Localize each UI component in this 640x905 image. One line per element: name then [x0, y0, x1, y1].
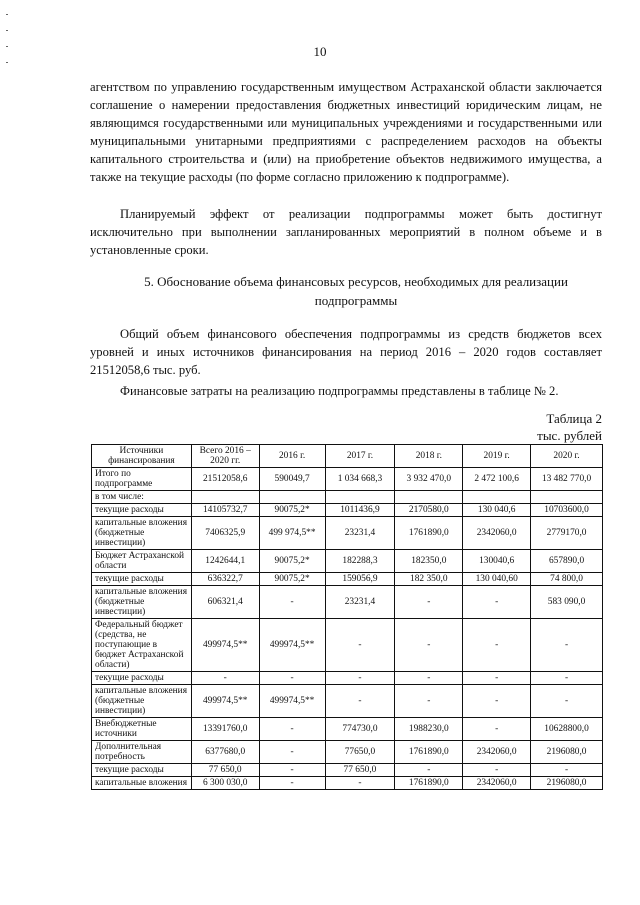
value-cell: 657890,0	[531, 550, 603, 573]
value-cell: 1761890,0	[395, 517, 463, 550]
value-cell: 499 974,5**	[259, 517, 325, 550]
value-cell: 182288,3	[325, 550, 395, 573]
value-cell	[259, 491, 325, 504]
value-cell: 2342060,0	[463, 777, 531, 790]
value-cell	[463, 491, 531, 504]
value-cell: 90075,2*	[259, 550, 325, 573]
row-label-cell: в том числе:	[92, 491, 192, 504]
table-row	[92, 468, 603, 491]
value-cell: 1761890,0	[395, 777, 463, 790]
row-label-cell: текущие расходы	[92, 672, 192, 685]
paragraph-text: агентством по управлению государственным имуществом Астраханской области заключается соглашение о намерении предоставления бюджетных инвестиций юридическим лицам, не являющимся государственными или муниципальных учреждениями и государственными или муниципальными унитарными предприятиями с распределением расходов на объекты капитального строительства и (или) на приобретение объектов недвижимого имущества, а также на текущие расходы (по форме согласно приложению к подпрограмме).	[90, 80, 602, 184]
paragraph-text: Финансовые затраты на реализацию подпрограммы представлены в таблице № 2.	[120, 384, 559, 398]
header-cell: 2016 г.	[259, 445, 325, 468]
value-cell: 1988230,0	[395, 718, 463, 741]
value-cell: 774730,0	[325, 718, 395, 741]
value-cell: 159056,9	[325, 573, 395, 586]
value-cell: 499974,5**	[259, 685, 325, 718]
value-cell: -	[463, 685, 531, 718]
value-cell: -	[395, 685, 463, 718]
margin-mark	[6, 46, 8, 47]
row-label-cell: Внебюджетные источники	[92, 718, 192, 741]
value-cell: -	[191, 672, 259, 685]
value-cell: -	[531, 764, 603, 777]
row-label-cell: капитальные вложения (бюджетные инвестиции)	[92, 586, 192, 619]
paragraph-agreement	[90, 78, 602, 186]
value-cell: 90075,2*	[259, 573, 325, 586]
value-cell: -	[259, 741, 325, 764]
value-cell: 77 650,0	[191, 764, 259, 777]
value-cell: 23231,4	[325, 517, 395, 550]
value-cell: 10703600,0	[531, 504, 603, 517]
value-cell: -	[325, 672, 395, 685]
paragraph-text: Общий объем финансового обеспечения подпрограммы из средств бюджетов всех уровней и иных источников финансирования на период 2016 – 2020 годов составляет 21512058,6 тыс. руб.	[90, 327, 602, 377]
value-cell: 13391760,0	[191, 718, 259, 741]
value-cell: 74 800,0	[531, 573, 603, 586]
row-label-cell: капитальные вложения (бюджетные инвестиции)	[92, 685, 192, 718]
value-cell: -	[259, 764, 325, 777]
table-row	[92, 764, 603, 777]
table-row	[92, 741, 603, 764]
table-row	[92, 672, 603, 685]
value-cell: -	[395, 619, 463, 672]
value-cell: -	[463, 672, 531, 685]
value-cell: -	[463, 586, 531, 619]
value-cell: 130 040,6	[463, 504, 531, 517]
value-cell: 7406325,9	[191, 517, 259, 550]
table-row	[92, 550, 603, 573]
header-cell: 2020 г.	[531, 445, 603, 468]
header-cell: Всего 2016 – 2020 гг.	[191, 445, 259, 468]
value-cell	[395, 491, 463, 504]
value-cell: 499974,5**	[191, 619, 259, 672]
value-cell: -	[325, 685, 395, 718]
value-cell	[191, 491, 259, 504]
value-cell: -	[259, 718, 325, 741]
row-label-cell: текущие расходы	[92, 504, 192, 517]
table-units: тыс. рублей	[537, 428, 602, 443]
table-row	[92, 517, 603, 550]
row-label-cell: Федеральный бюджет (средства, не поступающие в бюджет Астраханской области)	[92, 619, 192, 672]
value-cell: 13 482 770,0	[531, 468, 603, 491]
paragraph-text: Планируемый эффект от реализации подпрограммы может быть достигнут исключительно при выполнении запланированных мероприятий в полном объеме и в установленные сроки.	[90, 207, 602, 257]
table-row	[92, 619, 603, 672]
value-cell: 1 034 668,3	[325, 468, 395, 491]
value-cell: 2342060,0	[463, 741, 531, 764]
value-cell: 2170580,0	[395, 504, 463, 517]
value-cell: -	[259, 586, 325, 619]
value-cell: -	[259, 777, 325, 790]
value-cell	[325, 491, 395, 504]
value-cell: -	[395, 764, 463, 777]
row-label-cell: Бюджет Астраханской области	[92, 550, 192, 573]
header-cell: 2017 г.	[325, 445, 395, 468]
value-cell: 2342060,0	[463, 517, 531, 550]
value-cell: 606321,4	[191, 586, 259, 619]
value-cell: 130040,6	[463, 550, 531, 573]
value-cell: 23231,4	[325, 586, 395, 619]
funding-table	[91, 444, 603, 790]
page-number: 10	[313, 44, 327, 59]
value-cell: -	[463, 718, 531, 741]
table-title: Таблица 2	[546, 411, 602, 426]
value-cell: -	[463, 619, 531, 672]
value-cell: 1011436,9	[325, 504, 395, 517]
value-cell: -	[325, 777, 395, 790]
value-cell: 6377680,0	[191, 741, 259, 764]
value-cell: -	[325, 619, 395, 672]
value-cell: 77 650,0	[325, 764, 395, 777]
value-cell: 1242644,1	[191, 550, 259, 573]
value-cell: 2779170,0	[531, 517, 603, 550]
table-row	[92, 685, 603, 718]
table-row	[92, 718, 603, 741]
header-cell: Источники финансирования	[92, 445, 192, 468]
value-cell: 182350,0	[395, 550, 463, 573]
paragraph-total-funding	[90, 325, 602, 379]
value-cell: -	[395, 586, 463, 619]
margin-mark	[6, 30, 8, 31]
section-heading: 5. Обоснование объема финансовых ресурсов, необходимых для реализации подпрограммы	[144, 274, 568, 308]
table-header-row	[92, 445, 603, 468]
margin-mark	[6, 62, 8, 63]
value-cell: -	[395, 672, 463, 685]
value-cell: 77650,0	[325, 741, 395, 764]
value-cell: 499974,5**	[259, 619, 325, 672]
row-label-cell: текущие расходы	[92, 573, 192, 586]
value-cell: -	[259, 672, 325, 685]
value-cell: 2196080,0	[531, 741, 603, 764]
value-cell: 3 932 470,0	[395, 468, 463, 491]
value-cell: -	[463, 764, 531, 777]
header-cell: 2019 г.	[463, 445, 531, 468]
table-row	[92, 504, 603, 517]
value-cell: 590049,7	[259, 468, 325, 491]
row-label-cell: Дополнительная потребность	[92, 741, 192, 764]
row-label-cell: капитальные вложения	[92, 777, 192, 790]
row-label-cell: Итого по подпрограмме	[92, 468, 192, 491]
value-cell: 21512058,6	[191, 468, 259, 491]
value-cell: 14105732,7	[191, 504, 259, 517]
value-cell: 2196080,0	[531, 777, 603, 790]
margin-mark	[6, 14, 8, 15]
value-cell: 2 472 100,6	[463, 468, 531, 491]
table-caption	[537, 410, 602, 444]
value-cell: 182 350,0	[395, 573, 463, 586]
table-row	[92, 491, 603, 504]
value-cell: 90075,2*	[259, 504, 325, 517]
row-label-cell: капитальные вложения (бюджетные инвестиции)	[92, 517, 192, 550]
table-row	[92, 573, 603, 586]
value-cell: 499974,5**	[191, 685, 259, 718]
paragraph-effect	[90, 205, 602, 259]
paragraph-table-reference	[90, 382, 602, 400]
value-cell: 1761890,0	[395, 741, 463, 764]
value-cell: -	[531, 619, 603, 672]
table-row	[92, 777, 603, 790]
value-cell	[531, 491, 603, 504]
value-cell: 10628800,0	[531, 718, 603, 741]
value-cell: 583 090,0	[531, 586, 603, 619]
header-cell: 2018 г.	[395, 445, 463, 468]
value-cell: -	[531, 685, 603, 718]
value-cell: 6 300 030,0	[191, 777, 259, 790]
value-cell: 130 040,60	[463, 573, 531, 586]
value-cell: 636322,7	[191, 573, 259, 586]
value-cell: -	[531, 672, 603, 685]
row-label-cell: текущие расходы	[92, 764, 192, 777]
table-row	[92, 586, 603, 619]
